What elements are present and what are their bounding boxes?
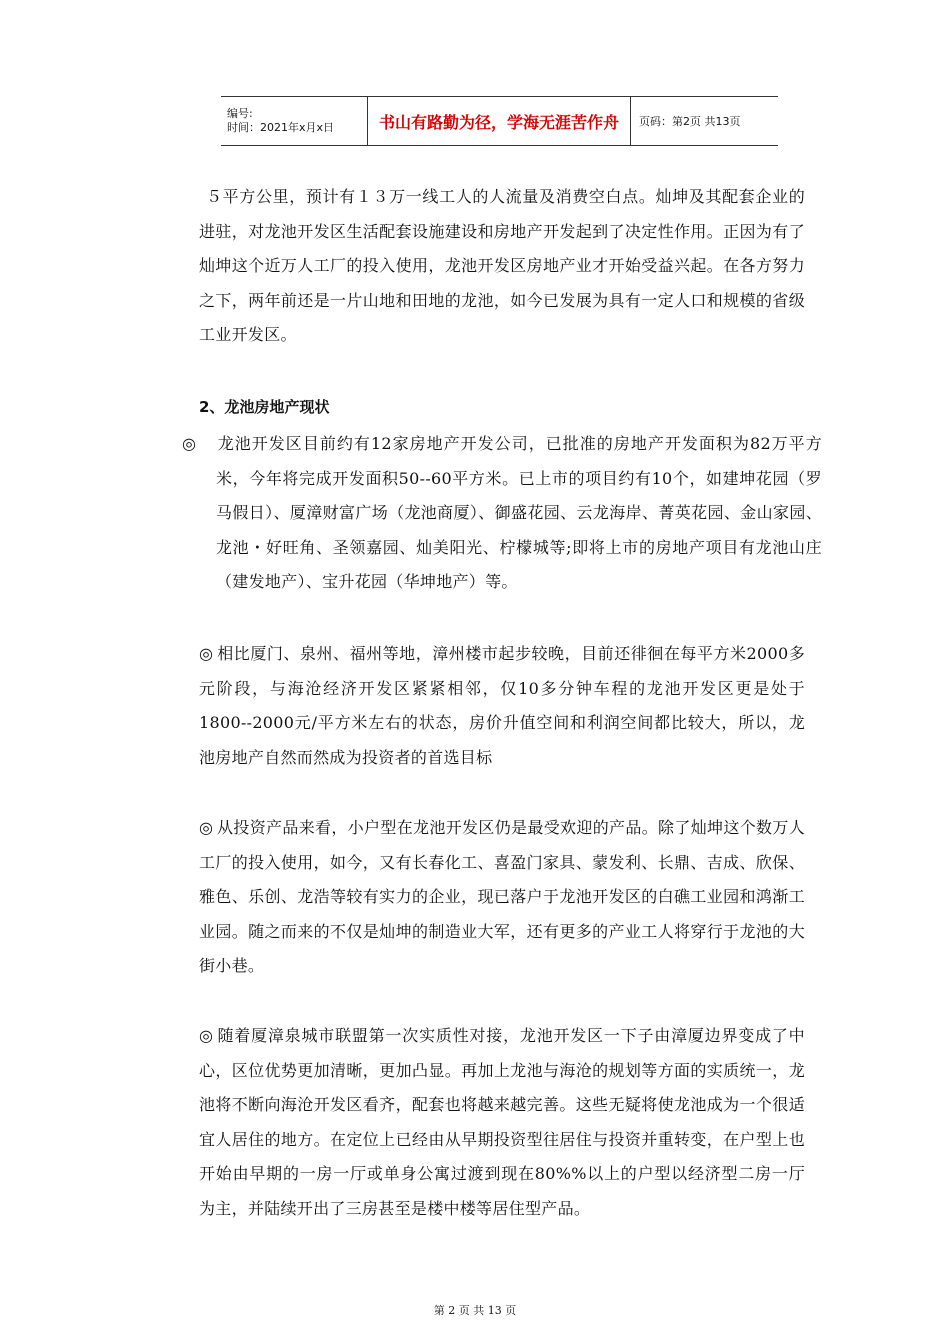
page-footer: 第 2 页 共 13 页	[433, 1304, 517, 1317]
bullet-paragraph-4	[199, 1019, 805, 1226]
header-table	[221, 96, 778, 146]
header-motto-cell	[368, 97, 631, 145]
bullet-text: 相比厦门、泉州、福州等地，漳州楼市起步较晚，目前还徘徊在每平方米2000多元阶段，与海沧经济开发区紧紧相邻，仅10多分钟车程的龙池开发区更是处于1800--2000元/平方米左右的状态，房价升值空间和利润空间都比较大，所以，龙池房地产自然而然成为投资者的首选目标	[199, 644, 805, 767]
time-label: 时间：2021年x月x日	[227, 121, 335, 134]
header-page-cell	[631, 97, 778, 145]
intro-paragraph: ５平方公里，预计有１３万一线工人的人流量及消费空白点。灿坤及其配套企业的进驻，对龙池开发区生活配套设施建设和房地产开发起到了决定性作用。正因为有了灿坤这个近万人工厂的投入使用，龙池开发区房地产业才开始受益兴起。在各方努力之下，两年前还是一片山地和田地的龙池，如今已发展为具有一定人口和规模的省级工业开发区。	[199, 187, 805, 344]
motto: 书山有路勤为径，学海无涯苦作舟	[378, 112, 619, 132]
bullet-text: 随着厦漳泉城市联盟第一次实质性对接，龙池开发区一下子由漳厦边界变成了中心，区位优势更加清晰，更加凸显。再加上龙池与海沧的规划等方面的实质统一，龙池将不断向海沧开发区看齐，配套也将越来越完善。这些无疑将使龙池成为一个很适宜人居住的地方。在定位上已经由从早期投资型往居住与投资并重转变，在户型上也开始由早期的一房一厅或单身公寓过渡到现在80%%以上的户型以经济型二房一厅为主，并陆续开出了三房甚至是楼中楼等居住型产品。	[199, 1026, 805, 1218]
bullet-text: 龙池开发区目前约有12家房地产开发公司，已批准的房地产开发面积为82万平方米，今年将完成开发面积50--60平方米。已上市的项目约有10个，如建坤花园（罗马假日）、厦漳财富广场（龙池商厦）、御盛花园、云龙海岸、菁英花园、金山家园、龙池・好旺角、圣领嘉园、灿美阳光、柠檬城等;即将上市的房地产项目有龙池山庄（建发地产）、宝升花园（华坤地产）等。	[216, 434, 822, 591]
page-label: 页码：第2页 共13页	[639, 115, 741, 128]
bullet-mark: ◎	[199, 644, 214, 663]
bullet-mark: ◎	[199, 818, 214, 837]
number-label: 编号:	[227, 107, 253, 120]
bullet-text: 从投资产品来看，小户型在龙池开发区仍是最受欢迎的产品。除了灿坤这个数万人工厂的投入使用，如今，又有长春化工、喜盈门家具、蒙发利、长鼎、吉成、欣保、雅色、乐创、龙浩等较有实力的企业，现已落户于龙池开发区的白礁工业园和鸿渐工业园。随之而来的不仅是灿坤的制造业大军，还有更多的产业工人将穿行于龙池的大街小巷。	[199, 818, 805, 975]
bullet-paragraph-1	[182, 427, 822, 600]
bullet-mark: ◎	[182, 434, 197, 453]
header-meta-cell	[221, 97, 368, 145]
bullet-paragraph-2	[199, 637, 805, 775]
section-heading: 2、龙池房地产现状	[199, 398, 330, 416]
bullet-mark: ◎	[199, 1026, 214, 1045]
bullet-paragraph-3	[199, 811, 805, 984]
